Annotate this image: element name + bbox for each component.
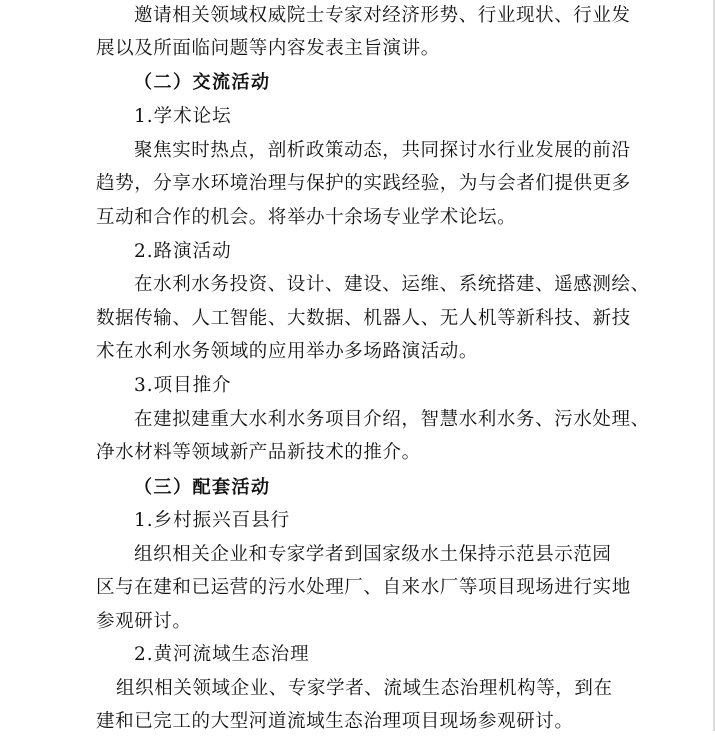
paragraph-line: 区与在建和已运营的污水处理厂、自来水厂等项目现场进行实地 xyxy=(96,577,631,598)
section-heading-exchange: （二）交流活动 xyxy=(134,72,271,93)
paragraph-line: 净水材料等领域新产品新技术的推介。 xyxy=(96,442,421,463)
paragraph-line: 在建拟建重大水利水务项目介绍，智慧水利水务、污水处理、 xyxy=(134,409,650,430)
paragraph-line: 组织相关领域企业、专家学者、流域生态治理机构等，到在 xyxy=(116,678,613,699)
item-title-project-promotion: 3.项目推介 xyxy=(134,375,232,396)
item-title-roadshow: 2.路演活动 xyxy=(134,241,232,262)
item-title-rural-revitalization: 1.乡村振兴百县行 xyxy=(134,510,291,531)
paragraph-line: 聚焦实时热点，剖析政策动态，共同探讨水行业发展的前沿 xyxy=(134,140,631,161)
paragraph-line: 术在水利水务领域的应用举办多场路演活动。 xyxy=(96,341,479,362)
item-title-academic-forum: 1.学术论坛 xyxy=(134,106,232,127)
intro-line-2: 展以及所面临问题等内容发表主旨演讲。 xyxy=(96,38,440,59)
paragraph-line: 互动和合作的机会。将举办十余场专业学术论坛。 xyxy=(96,207,517,228)
paragraph-line: 在水利水务投资、设计、建设、运维、系统搭建、遥感测绘、 xyxy=(134,274,650,295)
paragraph-line: 趋势，分享水环境治理与保护的实践经验，为与会者们提供更多 xyxy=(96,173,631,194)
paragraph-line: 建和已完工的大型河道流域生态治理项目现场参观研讨。 xyxy=(96,711,574,732)
paragraph-line: 数据传输、人工智能、大数据、机器人、无人机等新科技、新技 xyxy=(96,308,631,329)
paragraph-line: 参观研讨。 xyxy=(96,611,192,632)
section-heading-supporting: （三）配套活动 xyxy=(134,477,271,498)
item-title-yellow-river-ecology: 2.黄河流域生态治理 xyxy=(134,644,310,665)
paragraph-line: 组织相关企业和专家学者到国家级水土保持示范县示范园 xyxy=(134,544,612,565)
intro-line-1: 邀请相关领域权威院士专家对经济形势、行业现状、行业发 xyxy=(134,5,631,26)
